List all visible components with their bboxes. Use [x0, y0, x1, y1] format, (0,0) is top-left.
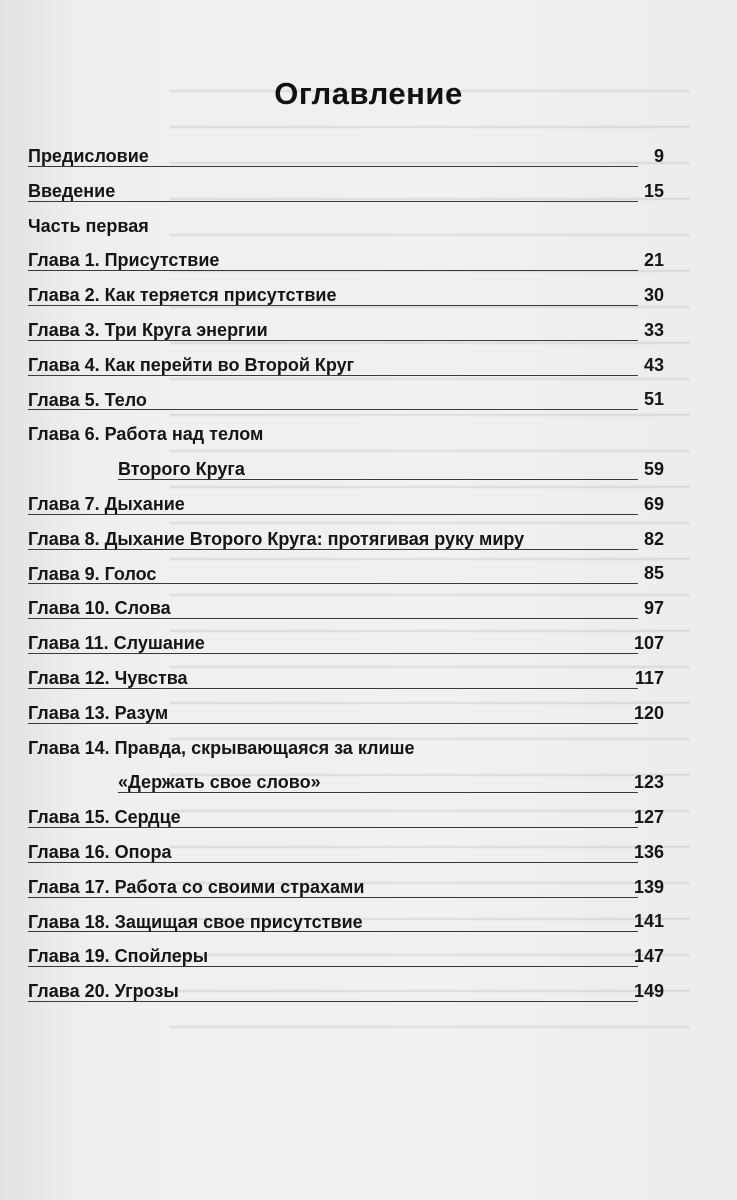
toc-entry — [28, 695, 664, 730]
toc-entry — [28, 556, 664, 591]
toc-entry-page-number: 15 — [643, 180, 664, 201]
toc-entry-label: Глава 19. Спойлеры — [28, 946, 209, 967]
toc-entry-label-continued: Второго Круга — [118, 459, 245, 480]
toc-entry — [28, 242, 664, 277]
page-title: Оглавление — [274, 76, 463, 111]
toc-entry-label: Глава 5. Тело — [28, 389, 147, 410]
toc-entry-label: Глава 10. Слова — [28, 598, 171, 619]
toc-entry — [28, 521, 664, 556]
toc-entry-label: Глава 6. Работа над телом — [28, 424, 264, 445]
toc-entry — [28, 590, 664, 625]
toc-entry — [28, 277, 664, 312]
toc-entry-page-number: 43 — [643, 354, 664, 375]
toc-entry — [28, 834, 664, 869]
toc-entry — [28, 904, 664, 939]
toc-entry — [28, 173, 664, 208]
toc-entry-page-number: 85 — [643, 563, 664, 584]
toc-entry-label: Глава 3. Три Круга энергии — [28, 319, 268, 340]
toc-entry-label: Предисловие — [28, 146, 149, 166]
toc-entry-label: Глава 1. Присутствие — [28, 250, 220, 271]
toc-entry-page-number: 59 — [643, 458, 664, 479]
toc-entry-label: Глава 15. Сердце — [28, 807, 181, 828]
toc-entry — [28, 973, 664, 1008]
toc-entry-page-number: 120 — [633, 702, 664, 723]
toc-entry-page-number: 69 — [643, 493, 664, 514]
toc-entry — [28, 938, 664, 973]
toc-entry-label: Глава 17. Работа со своими страхами — [28, 876, 365, 897]
leader-line — [28, 201, 638, 202]
toc-entry — [28, 730, 664, 800]
toc-entry-page-number: 21 — [643, 250, 664, 271]
toc-entry-label: Глава 11. Слушание — [28, 633, 205, 654]
toc-entry — [28, 208, 664, 243]
toc-entry-page-number: 51 — [643, 389, 664, 410]
toc-entry-page-number: 30 — [643, 284, 664, 305]
toc-entry-label: Глава 13. Разум — [28, 702, 169, 723]
toc-entry-label: Глава 18. Защищая свое присутствие — [28, 911, 363, 932]
toc-entry-label: Глава 20. Угрозы — [28, 981, 179, 1002]
toc-entry-label: Глава 7. Дыхание — [28, 493, 185, 514]
toc-entry-page-number: 97 — [643, 598, 664, 619]
toc-entry-page-number: 33 — [643, 319, 664, 340]
toc-entry — [28, 625, 664, 660]
toc-entry-page-number: 82 — [643, 528, 664, 549]
toc-entry — [28, 660, 664, 695]
toc-entry-page-number: 9 — [653, 145, 664, 166]
toc-entry-label-continued: «Держать свое слово» — [118, 772, 321, 793]
toc-entry-label: Глава 8. Дыхание Второго Круга: протягивая руку миру — [28, 528, 525, 549]
toc-entry-label: Глава 12. Чувства — [28, 667, 188, 688]
toc-entry-label: Глава 14. Правда, скрывающаяся за клише — [28, 737, 415, 758]
toc-entry-label: Часть первая — [28, 215, 149, 236]
toc-entry-label: Введение — [28, 180, 116, 201]
toc-entry — [28, 799, 664, 834]
toc-entry-page-number: 139 — [633, 876, 664, 897]
toc-entry — [28, 382, 664, 417]
toc-entry-page-number: 147 — [633, 946, 664, 967]
toc-entry-page-number: 123 — [633, 772, 664, 793]
toc-entry-page-number: 107 — [633, 632, 664, 653]
toc-entry-page-number: 149 — [633, 980, 664, 1001]
toc-entry-page-number: 141 — [633, 911, 664, 932]
toc-entry — [28, 486, 664, 521]
toc-entry-page-number: 127 — [633, 806, 664, 827]
toc-entry — [28, 312, 664, 347]
toc-entry-page-number: 136 — [633, 841, 664, 862]
toc-entry — [28, 416, 664, 486]
toc-entry-page-number: 117 — [634, 667, 664, 688]
toc-entry-label: Глава 2. Как теряется присутствие — [28, 285, 337, 306]
toc-entry-label: Глава 9. Голос — [28, 563, 157, 584]
toc-entry — [28, 869, 664, 904]
toc-entry — [28, 347, 664, 382]
toc-entry — [28, 138, 664, 173]
toc-entry-label: Глава 4. Как перейти во Второй Круг — [28, 354, 355, 375]
toc-entry-label: Глава 16. Опора — [28, 841, 172, 862]
table-of-contents — [28, 138, 664, 1008]
